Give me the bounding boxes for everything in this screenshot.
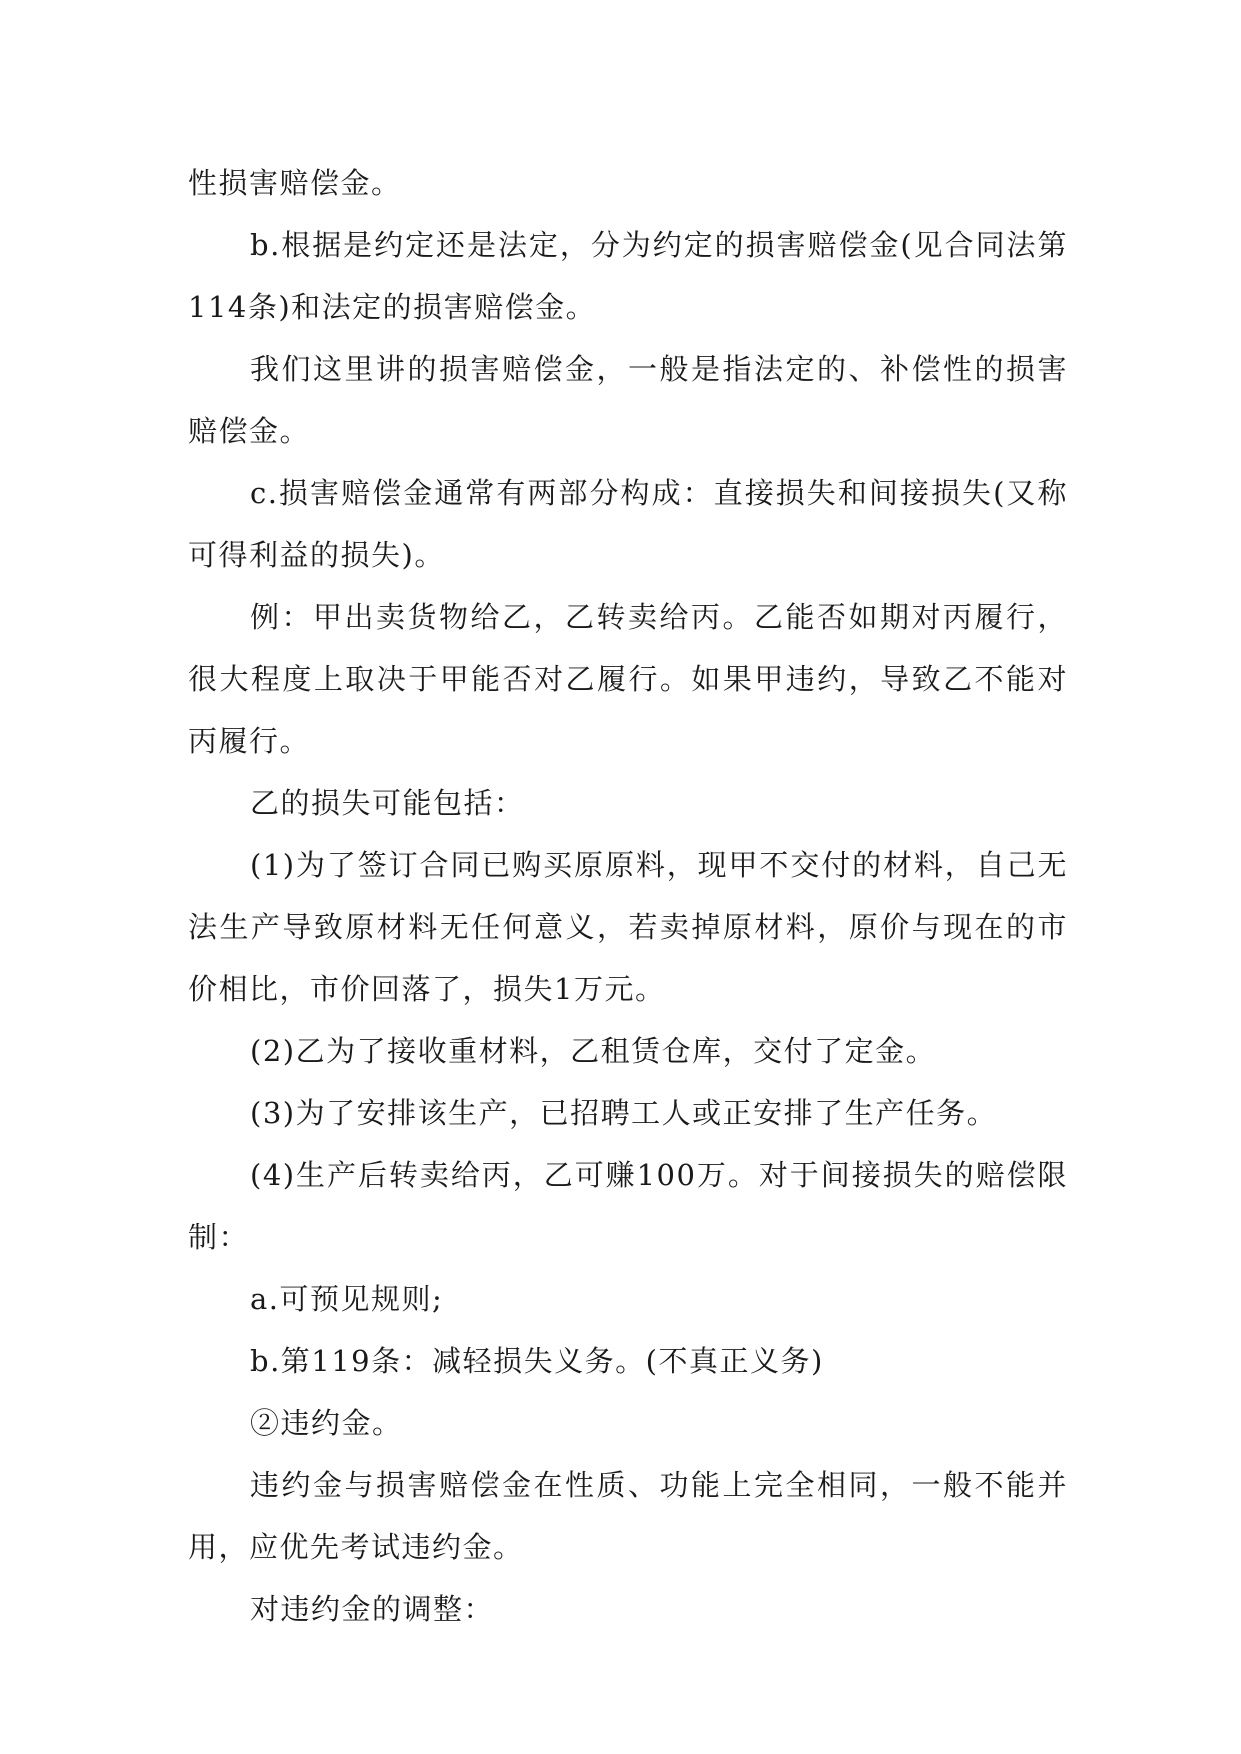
paragraph: (1)为了签订合同已购买原原料，现甲不交付的材料，自己无法生产导致原材料无任何意义，若卖掉原材料，原价与现在的市价相比，市价回落了，损失1万元。 bbox=[188, 848, 1068, 1006]
paragraph: ②违约金。 bbox=[250, 1406, 403, 1440]
paragraph: a.可预见规则; bbox=[250, 1282, 444, 1316]
paragraph: c.损害赔偿金通常有两部分构成：直接损失和间接损失(又称可得利益的损失)。 bbox=[188, 476, 1068, 572]
document-body bbox=[188, 152, 1068, 1640]
paragraph: (4)生产后转卖给丙，乙可赚100万。对于间接损失的赔偿限制： bbox=[188, 1158, 1068, 1254]
paragraph: (2)乙为了接收重材料，乙租赁仓库，交付了定金。 bbox=[250, 1034, 937, 1068]
paragraph: 我们这里讲的损害赔偿金，一般是指法定的、补偿性的损害赔偿金。 bbox=[188, 352, 1068, 448]
paragraph: 乙的损失可能包括： bbox=[250, 786, 525, 820]
paragraph: 对违约金的调整： bbox=[250, 1592, 495, 1626]
paragraph: b.第119条：减轻损失义务。(不真正义务) bbox=[250, 1344, 824, 1378]
paragraph: b.根据是约定还是法定，分为约定的损害赔偿金(见合同法第114条)和法定的损害赔偿金。 bbox=[188, 228, 1068, 324]
paragraph: 违约金与损害赔偿金在性质、功能上完全相同，一般不能并用，应优先考试违约金。 bbox=[188, 1468, 1068, 1564]
paragraph: 性损害赔偿金。 bbox=[188, 166, 402, 200]
paragraph: (3)为了安排该生产，已招聘工人或正安排了生产任务。 bbox=[250, 1096, 998, 1130]
paragraph: 例：甲出卖货物给乙，乙转卖给丙。乙能否如期对丙履行，很大程度上取决于甲能否对乙履行。如果甲违约，导致乙不能对丙履行。 bbox=[188, 600, 1068, 758]
